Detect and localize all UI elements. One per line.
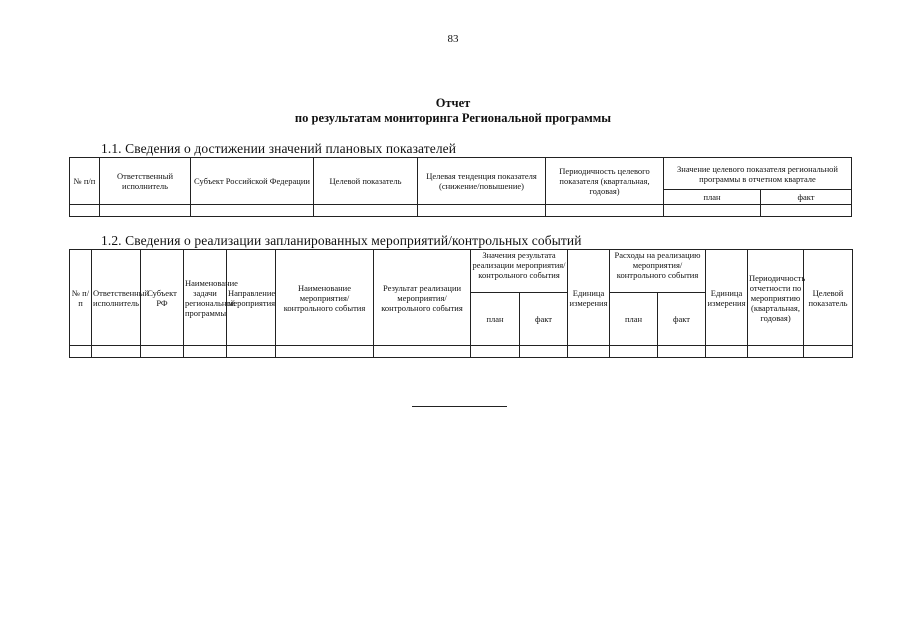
col-target-indicator: Целевой показатель <box>804 250 853 346</box>
col-value-group: Значение целевого показателя региональной программы в отчетном квартале <box>664 158 852 190</box>
footer-rule <box>412 406 507 407</box>
table-cell <box>658 346 706 358</box>
col-subject: Субъект Российской Федерации <box>191 158 314 205</box>
table-row <box>70 346 853 358</box>
col-fact1: факт <box>520 293 568 346</box>
col-subject: Субъект РФ <box>141 250 184 346</box>
section1-heading: 1.1. Сведения о достижении значений плановых показателей <box>101 141 457 156</box>
col-fact2: факт <box>658 293 706 346</box>
table-cell <box>471 346 520 358</box>
page-number: 83 <box>447 33 459 45</box>
table-cell <box>191 205 314 217</box>
table-cell <box>141 346 184 358</box>
table-cell <box>314 205 418 217</box>
table-cell <box>184 346 227 358</box>
col-num: № п/п <box>70 158 100 205</box>
table-cell <box>276 346 374 358</box>
section2-heading: 1.2. Сведения о реализации запланированных мероприятий/контрольных событий <box>101 233 582 248</box>
col-plan1: план <box>471 293 520 346</box>
col-direction: Направление мероприятия <box>227 250 276 346</box>
table-cell <box>664 205 761 217</box>
col-unit2: Единица измерения <box>706 250 748 346</box>
table-cell <box>761 205 852 217</box>
indicators-table <box>69 157 852 217</box>
col-event-result: Результат реализации мероприятия/ контрольного события <box>374 250 471 346</box>
events-table <box>69 249 853 358</box>
col-unit1: Единица измерения <box>568 250 610 346</box>
table-cell <box>804 346 853 358</box>
col-indicator: Целевой показатель <box>314 158 418 205</box>
table-cell <box>610 346 658 358</box>
col-periodicity: Периодичность целевого показателя (квартальная, годовая) <box>546 158 664 205</box>
table-row <box>70 205 852 217</box>
col-expenses-group: Расходы на реализацию мероприятия/ контрольного события <box>610 250 706 293</box>
table-cell <box>92 346 141 358</box>
col-plan: план <box>664 190 761 205</box>
table-cell <box>568 346 610 358</box>
table-cell <box>748 346 804 358</box>
report-title-line1: Отчет <box>435 96 471 110</box>
col-reporting-periodicity: Периодичность отчетности по мероприятию (квартальная, годовая) <box>748 250 804 346</box>
table-cell <box>520 346 568 358</box>
table-cell <box>227 346 276 358</box>
table-cell <box>100 205 191 217</box>
col-fact: факт <box>761 190 852 205</box>
table-cell <box>70 346 92 358</box>
col-responsible: Ответственный исполнитель <box>100 158 191 205</box>
table-cell <box>706 346 748 358</box>
report-title <box>0 96 906 126</box>
table-cell <box>374 346 471 358</box>
table-cell <box>70 205 100 217</box>
col-plan2: план <box>610 293 658 346</box>
col-trend: Целевая тенденция показателя (снижение/повышение) <box>418 158 546 205</box>
col-result-values-group: Значения результата реализации мероприятия/ контрольного события <box>471 250 568 293</box>
col-responsible: Ответственный исполнитель <box>92 250 141 346</box>
col-num: № п/п <box>70 250 92 346</box>
table-cell <box>546 205 664 217</box>
report-title-line2: по результатам мониторинга Региональной программы <box>294 111 612 125</box>
col-event-name: Наименование мероприятия/ контрольного события <box>276 250 374 346</box>
table-cell <box>418 205 546 217</box>
col-task: Наименование задачи региональной программы <box>184 250 227 346</box>
